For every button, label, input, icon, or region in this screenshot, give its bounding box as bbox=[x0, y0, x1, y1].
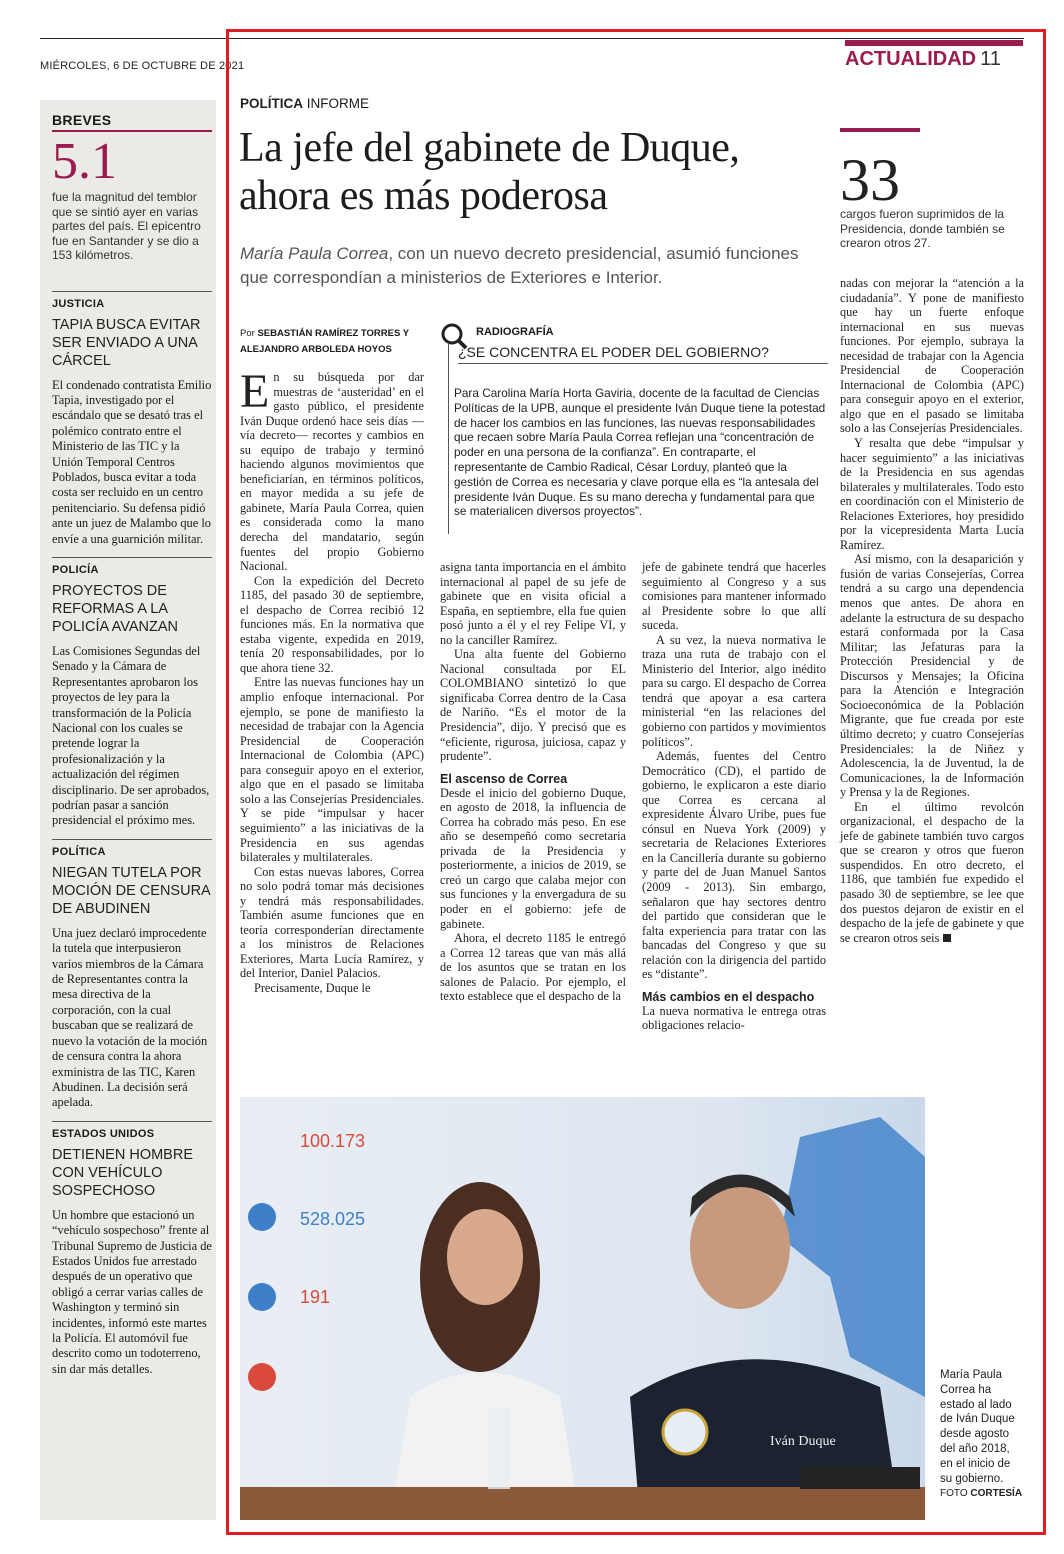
lead-paragraph bbox=[240, 365, 424, 574]
paragraph: Con la expedición del Decreto 1185, del pasado 30 de septiembre, el despacho de Correa recibió 12 funciones más. En la normativa que estaba vigente, expedida en 2019, tenía 20 responsabilidades, por lo que ahora tiene 32. bbox=[240, 573, 424, 675]
brief-kicker: JUSTICIA bbox=[52, 297, 105, 310]
subhead: El ascenso de Correa bbox=[440, 771, 568, 786]
end-mark-icon bbox=[943, 934, 951, 942]
paragraph: Precisamente, Duque le bbox=[254, 980, 371, 995]
issue-date: MIÉRCOLES, 6 DE OCTUBRE DE 2021 bbox=[40, 60, 245, 72]
byline-names: SEBASTIÁN RAMÍREZ TORRES Y ALEJANDRO ARBOLEDA HOYOS bbox=[240, 328, 409, 355]
paragraph: Con estas nuevas labores, Correa no solo podrá tomar más decisiones y tendrá más responsabilidades. También asume funciones que en teoría corresponderían directamente a los ministros de Relaciones Exteriores, Marta Lucía Ramírez, y del Interior, Daniel Palacios. bbox=[240, 864, 424, 981]
page-number: 11 bbox=[980, 48, 1001, 70]
screen-number: 528.025 bbox=[300, 1209, 366, 1229]
paragraph: Ahora, el decreto 1185 le entregó a Correa 12 tareas que van más allá de los asuntos que se tratan en los salones de Palacio. Por ejemplo, el texto establece que el despacho de la bbox=[440, 931, 626, 1004]
radiografia-rule bbox=[448, 344, 449, 534]
article-dek bbox=[240, 242, 820, 290]
paragraph: La nueva normativa le entrega otras obligaciones relacio- bbox=[642, 1003, 826, 1033]
dek-name: María Paula Correa bbox=[240, 244, 389, 263]
credit-prefix: FOTO bbox=[940, 1488, 968, 1500]
divider bbox=[52, 1121, 212, 1122]
brief-body: Una juez declaró improcedente la tutela que interpusieron varios miembros de la Cámara de Representantes contra la mesa directiva de la corporación, con la cual buscaban que se realizará de nuevo la votación de la moción de censura contra la ahora exministra de las TIC, Karen Abudinen. La decisión será apelada. bbox=[52, 925, 208, 1110]
article-kicker bbox=[240, 96, 369, 111]
kicker-light: INFORME bbox=[306, 96, 370, 111]
subhead: Más cambios en el despacho bbox=[642, 989, 815, 1004]
article-column-4 bbox=[840, 276, 1024, 945]
paragraph bbox=[840, 800, 1024, 945]
paragraph: Así mismo, con la desaparición y fusión de varias Consejerías, Correa tendrá a su cargo una dependencia menos que antes. De ahora en adelante la estructura de su despacho estará conformada por la Casa Militar; las Jefaturas para la Protección Presidencial y de Discursos y Mensajes; la Oficina para la Atención e Integración Socioeconómica de la Población Migrante, que fue creada por este último decreto; y cuatro Consejerías Presidenciales: la de Niñez y Adolescencia, la de Juventud, la de Comunicaciones, la de Información y Prensa y la de Regiones. bbox=[840, 552, 1024, 800]
brief-kicker: POLICÍA bbox=[52, 563, 99, 576]
paragraph: asigna tanta importancia en el ámbito internacional al papel de su jefe de gabinete que en visita oficial a España, en septiembre, ella fue quien posó junto a él y el rey Felipe VI, y no la canciller Ramírez. bbox=[440, 560, 626, 647]
paragraph: Y resalta que debe “impulsar y hacer seguimiento” a las iniciativas de la Presidencia en sus agendas bilaterales y multilaterales. Todo esto en coordinación con el Ministerio de Relaciones Exteriores, hoy presidido por la vicepresidenta Marta Lucía Ramírez. bbox=[840, 436, 1024, 552]
breves-rule bbox=[52, 130, 212, 132]
credit-name: CORTESÍA bbox=[970, 1488, 1023, 1500]
brief-body: Un hombre que estacionó un “vehículo sospechoso” frente al Tribunal Supremo de Justicia de Estados Unidos fue arrestado después de un operativo que obligó a cerrar varias calles de Washington y terminó sin incidentes, informó este martes la Policía. El automóvil fue descrito como un todoterreno, sin dar más detalles. bbox=[52, 1207, 212, 1376]
paragraph: jefe de gabinete tendrá que hacerles seguimiento al Congreso y a sus comisiones para mantener informado al Presidente sobre lo que allí suceda. bbox=[642, 560, 826, 633]
lead-text: n su búsqueda por dar muestras de ‘austeridad’ en el gasto público, el presidente Iván Duque ordenó hace seis días —vía decreto— recortes y cambios en su equipo de trabajo y terminó haciendo algunos movimientos que beneficiarían, en términos políticos, en mayor medida a su jefe de gabinete, María Paula Correa, quien es considerada como la mano derecha del mandatario, según fuentes del propio Gobierno Nacional. bbox=[240, 370, 424, 574]
drop-cap: E bbox=[240, 365, 270, 418]
paragraph: Entre las nuevas funciones hay un amplio enfoque internacional. Por ejemplo, se pone de manifiesto la necesidad de trabajar con la Agencia Presidencial de Cooperación Internacional de Colombia (APC) para conseguir apoyo en el exterior, algo que en el pasado se limitaba solo a las Consejerías Presidenciales. Y se pide “impulsar y hacer seguimiento” a las iniciativas de la Presidencia en sus agendas bilaterales y multilaterales. bbox=[240, 675, 424, 865]
brief-headline: NIEGAN TUTELA POR MOCIÓN DE CENSURA DE ABUDINEN bbox=[52, 864, 210, 917]
radiografia-question: ¿SE CONCENTRA EL PODER DEL GOBIERNO? bbox=[458, 344, 828, 364]
brief-body: El condenado contratista Emilio Tapia, investigado por el escándalo que se desató tras el polémico contrato entre el Ministerio de las TIC y la Unión Temporal Centros Poblados, busca evitar a toda costa ser recluido en un centro penitenciario. Su defensa pidió ante un juez de Malambo que lo envíe a una guarnición militar. bbox=[52, 377, 212, 546]
brief-headline: TAPIA BUSCA EVITAR SER ENVIADO A UNA CÁRCEL bbox=[52, 316, 201, 369]
article-column-1 bbox=[240, 365, 424, 996]
brief-body: Las Comisiones Segundas del Senado y la Cámara de Representantes aprobaron los proyectos de ley para la transformación de la Policía Nacional con los cuales se pretende lograr la profesionalización y la actualización del régimen disciplinario. De ser aprobados, podrían pasar a sanción presidencial el próximo mes. bbox=[52, 643, 210, 828]
brief-headline: DETIENEN HOMBRE CON VEHÍCULO SOSPECHOSO bbox=[52, 1146, 193, 1199]
screen-number: 191 bbox=[300, 1287, 331, 1307]
breves-column bbox=[52, 112, 212, 1377]
breves-big-text: fue la magnitud del temblor que se sintió ayer en varias partes del país. El epicentro fue en Santander y se dio a 153 kilómetros. bbox=[52, 190, 201, 262]
article-column-3 bbox=[642, 560, 826, 1033]
paragraph: nadas con mejorar la “atención a la ciudadanía”. Y pone de manifiesto que hay un fuerte enfoque internacional en sus nuevas funciones. Por ejemplo, subraya la necesidad de trabajar con la Agencia Presidencial de Cooperación Internacional de Colombia (APC) para conseguir apoyo en el exterior, algo que en el pasado se limitaba solo a las Consejerías Presidenciales. bbox=[840, 276, 1024, 436]
article-column-2 bbox=[440, 560, 626, 1004]
brief-kicker: POLÍTICA bbox=[52, 845, 106, 858]
photo-illustration bbox=[240, 1097, 925, 1520]
screen-number: 100.173 bbox=[300, 1131, 366, 1151]
brief-headline: PROYECTOS DE REFORMAS A LA POLICÍA AVANZAN bbox=[52, 582, 178, 635]
breves-label: BREVES bbox=[52, 112, 112, 128]
byline bbox=[240, 326, 420, 358]
closing-text: En el último revolcón organizacional, el despacho de la jefe de gabinete también tuvo cargos que se crearon y otros que fueron suspendidos. En otro decreto, el 1186, que también fue expedido el pasado 30 de septiembre, se lee que dos puestos dejaron de existir en el despacho de la jefe de gabinete y que se crearon otros seis bbox=[840, 799, 1024, 945]
radiografia-box bbox=[438, 320, 828, 538]
photo-caption bbox=[940, 1368, 1024, 1502]
paragraph: Una alta fuente del Gobierno Nacional consultada por EL COLOMBIANO sintetizó lo que significaba Correa dentro de la Casa de Nariño. “Es el motor de la Presidencia”, dijo. Y precisó que es “eficiente, rigurosa, juiciosa, capaz y prudente”. bbox=[440, 647, 626, 764]
kicker-bold: POLÍTICA bbox=[240, 96, 303, 111]
radiografia-label: RADIOGRAFÍA bbox=[476, 326, 554, 338]
paragraph: Desde el inicio del gobierno Duque, en agosto de 2018, la influencia de Correa ha cobrado más peso. En ese año se desempeñó como secretaria privada de la Presidencia y posteriormente, a inicios de 2019, se creó un cargo que calaba mejor con sus funciones y la envergadura de su poder en el gobierno: jefe de gabinete. bbox=[440, 785, 626, 931]
section-name: ACTUALIDAD bbox=[845, 48, 977, 70]
stat-number: 33 bbox=[840, 147, 900, 213]
paragraph: A su vez, la nueva normativa le traza una ruta de trabajo con el Ministerio del Interior, algo inédito para su cargo. El despacho de Correa tendrá que apoyar a esa cartera ministerial “en las relaciones del gobierno con partidos y movimientos políticos”. bbox=[642, 632, 826, 749]
photo-credit bbox=[940, 1488, 1022, 1499]
dek-rest: , con un nuevo decreto presidencial, asumió funciones que correspondían a ministerios de Exteriores e Interior. bbox=[240, 244, 799, 287]
article-title: La jefe del gabinete de Duque, ahora es más poderosa bbox=[239, 125, 740, 219]
paragraph: Además, fuentes del Centro Democrático (CD), el partido de gobierno, le explicaron a este diario que Correa es cercana al expresidente Álvaro Uribe, pues fue cónsul en Nueva York (2009) y secretaria de Relaciones Exteriores en la Cancillería durante su gobierno y parte del de Juan Manuel Santos (2009 - 2013). Sin embargo, señalaron que hay sectores dentro del partido que consideran que le falta experiencia para tratar con las bancadas del Congreso y que su relación con la dirigencia del partido es “distante”. bbox=[642, 749, 826, 982]
breves-big-number: 5.1 bbox=[52, 133, 117, 190]
stat-rule bbox=[840, 128, 920, 132]
stat-text: cargos fueron suprimidos de la Presidencia, donde también se crearon otros 27. bbox=[840, 207, 1005, 250]
brief-kicker: ESTADOS UNIDOS bbox=[52, 1127, 155, 1140]
caption-text: María Paula Correa ha estado al lado de Iván Duque desde agosto del año 2018, en el inicio de su gobierno. bbox=[940, 1369, 1015, 1485]
byline-prefix: Por bbox=[240, 328, 255, 339]
radiografia-body: Para Carolina María Horta Gaviria, docente de la facultad de Ciencias Políticas de la UPB, aunque el presidente Iván Duque tiene la potestad de hacer los cambios en las funciones, las nuevas responsabilidades que recaen sobre María Paula Correa reflejan una “concentración de poder en una persona de la confianza”. En contraparte, el representante de Cambio Radical, César Lorduy, planteó que la gestión de Correa es necesaria y clave porque ella es “la antesala del presidente Iván Duque. Es su mano derecha y fundamental para que se materialicen diversos proyectos”. bbox=[454, 386, 826, 519]
article-photo bbox=[240, 1097, 925, 1520]
divider bbox=[52, 291, 212, 292]
divider bbox=[52, 557, 212, 558]
divider bbox=[52, 839, 212, 840]
jacket-name: Iván Duque bbox=[770, 1434, 836, 1449]
